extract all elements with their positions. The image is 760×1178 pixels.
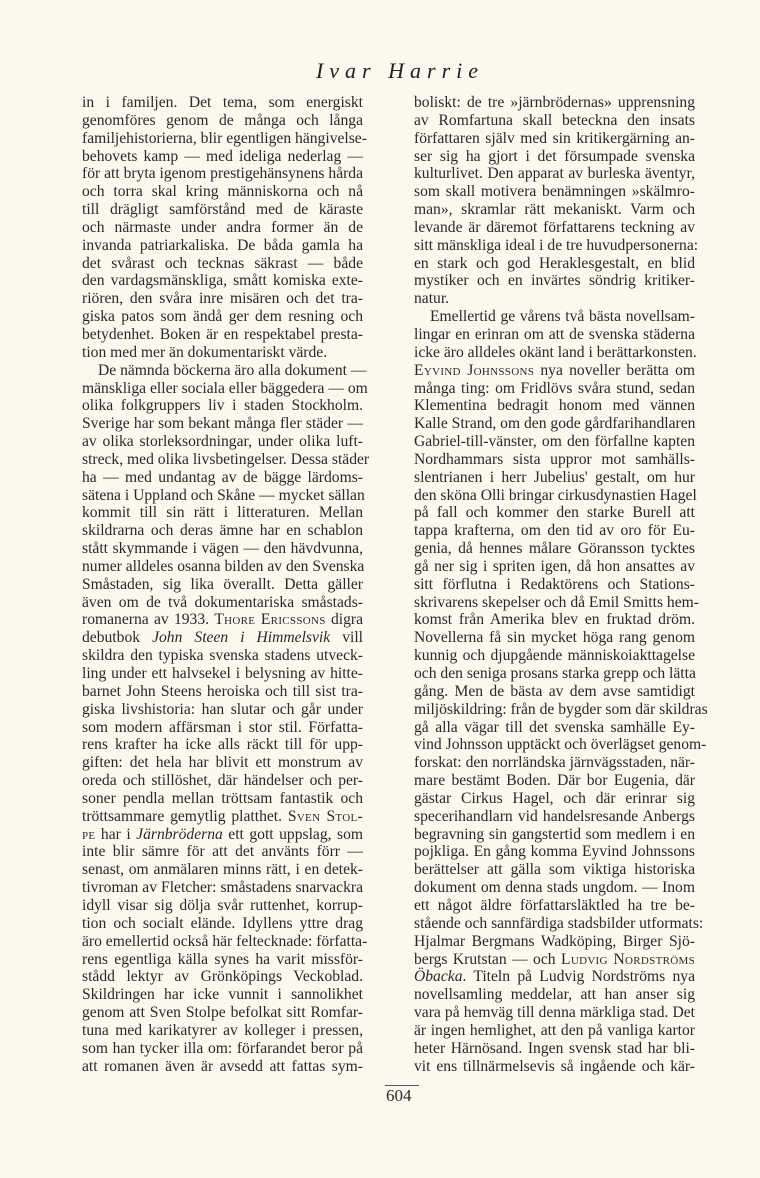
text-line [414,986,695,1004]
text-line [82,237,363,255]
text-line [82,772,363,790]
text-segment: kunnig och djupgående människoiakttagelse [414,647,695,665]
text-line [414,130,695,148]
text-line [414,754,695,772]
text-segment: Kalle Strand, om den gode gårdfarihandlaren [414,415,696,433]
text-line [82,344,363,362]
text-segment: sitt mänskliga ideal i de tre huvudpersonerna: [414,236,699,254]
text-line [414,344,695,362]
text-line [82,986,363,1004]
text-segment: specerihandlarn vid handelsresande Anbergs [414,807,695,825]
text-line [82,790,363,808]
text-segment: av Romfartuna skall beteckna den insats [414,111,695,129]
text-line [414,826,695,844]
text-line [414,236,699,255]
text-line [82,968,363,986]
text-line [82,165,363,183]
text-line [82,148,363,166]
text-segment: den vardagsmänskliga, smått komiska exte- [82,272,363,290]
text-segment: oreda och stillöshet, där händelser och per- [82,772,363,790]
text-segment: äro emellertid också här feltecknade: författa- [82,932,368,950]
text-segment: begravning sin gangstertid som medlem i en [414,825,695,843]
text-line [414,1040,695,1058]
text-segment: novellsamling meddelar, att han anser sig [414,986,695,1004]
text-line [414,719,695,737]
author-name-smallcaps: pe [82,825,96,843]
text-segment: numer alldeles osanna bilden av den Svenska [82,557,365,575]
text-segment: komst från Amerika blev en fruktad dröm. [414,611,695,629]
text-segment: vara på hemväg till denna märkliga stad. Det [414,1004,695,1022]
text-line [82,647,363,665]
text-segment: levande är däremot författarens teckning av [414,218,695,236]
text-line [82,433,363,451]
text-line [82,504,363,522]
text-line [414,522,695,540]
text-segment: genia, då hennes målare Göransson tycktes [414,540,695,558]
text-segment: att romanen även är avsedd att fattas sym- [82,1057,363,1075]
text-line [414,326,695,344]
text-line [414,808,695,826]
text-segment: för att bryta igenom prestigehänsynens hårda [82,165,364,183]
text-line [414,700,708,719]
text-line [82,290,363,308]
text-segment: sitt förflutna i Redaktörens och Stations- [414,575,695,593]
text-segment: och den seniga prosans starka grepp och lätta [414,665,696,682]
text-line [82,754,363,772]
text-line [414,415,695,433]
text-line [82,951,363,969]
text-line [414,933,695,951]
text-column-left [82,94,370,1075]
text-line [414,487,695,505]
text-segment: romanerna av 1933. [82,611,215,629]
text-segment: av olika storleksordningar, under olika luft- [82,433,363,451]
text-line [414,451,695,469]
text-segment: bergs Krutstan — och [414,950,561,968]
text-segment: på fall och kommer den starke Burell att [414,504,695,522]
text-line [82,665,363,683]
text-line [414,469,695,487]
text-segment: Emellertid ge vårens två bästa novellsam- [430,308,695,326]
text-line [82,379,368,398]
text-segment: mystiker och en invärtes söndrig kritiker- [414,272,695,290]
text-line [414,380,695,398]
text-segment: ser sig ha gjort i det försumpade svenska [414,147,695,165]
text-line [414,255,695,273]
book-title-italic: Öbacka [414,968,463,986]
text-segment: stådd lektyr av Grönköpings Veckoblad. [82,968,363,986]
book-title-italic: Järnbröderna [136,825,223,843]
text-segment: . Titeln på Ludvig Nordströms nya [462,968,695,986]
text-line [82,272,363,290]
text-segment: De nämnda böckerna äro alla dokument — [98,361,367,379]
text-segment: som skall motivera benämningen »skälmro- [414,183,695,201]
text-segment: skildra den typiska svenska stadens utveck- [82,647,363,665]
text-segment: vind Johnsson upptäckt och överlägset genom- [414,736,707,754]
author-name-smallcaps: Ludvig Nordströms [561,950,695,968]
text-line [414,183,695,201]
text-segment: tröttsammare gemytlig platthet. [82,807,288,825]
text-segment: vill [330,629,363,647]
text-segment: slentrianen i herr Jubelius' gestalt, om hur [414,468,695,486]
text-segment: den sköna Olli bringar cirkusdynastien Hagel [414,486,697,504]
text-column-right [414,94,708,1075]
text-segment: genom att Sven Stolpe befolkat sitt Romfar- [82,1004,363,1022]
text-segment: inte blir sämre för att det använts förr — [82,843,363,861]
text-segment: soner pendla mellan tröttsam fantastik och [82,789,363,807]
text-line [82,1004,363,1022]
text-segment: man», skramlar rätt mekaniskt. Varm och [414,201,695,219]
text-segment: ha — med undantag av de bägge lärdoms- [82,468,363,486]
text-line [414,647,695,665]
text-line [82,558,363,576]
text-segment: gå ner sig i spriten igen, då hon ansattes av [414,557,695,575]
text-line [414,165,695,183]
text-line [414,362,695,380]
text-segment: kommit till sin rätt i litteraturen. Mellan [82,504,363,522]
text-line [82,932,368,951]
text-line [82,629,363,647]
text-line [414,593,699,612]
text-segment: ett något äldre författarsläktled ha tre be- [414,896,695,914]
text-line [82,683,363,701]
text-segment: pojkliga. En gång komma Eyvind Johnssons [414,843,695,861]
text-segment: olika folkgruppers liv i staden Stockholm. [82,397,363,415]
text-segment: barnet John Steens heroiska och till sist tra- [82,682,363,700]
text-line [82,915,363,933]
text-line [82,415,363,433]
text-segment: lingar en erinran om att de svenska städerna [414,325,695,343]
text-line [414,94,695,112]
text-line [82,879,363,897]
text-segment: in i familjen. Det tema, som energiskt [82,94,363,111]
text-line [414,951,695,969]
text-segment: senast, om anmälaren minns rätt, i en detek- [82,861,363,879]
text-line [82,736,363,754]
text-line [82,487,363,505]
text-line [82,183,363,201]
text-line [414,736,707,754]
text-line [414,1004,695,1022]
text-line [82,576,363,594]
text-line [82,94,363,112]
text-line [414,558,695,576]
text-line [414,576,695,594]
text-line [414,1058,695,1076]
text-segment: giska patos som ändå ger dem resning och [82,308,363,326]
text-line [82,255,363,273]
text-line [414,665,695,683]
text-segment: berättelser att gälla som viktiga historiska [414,861,695,879]
text-segment: många ting: om Fridlövs svåra stund, sedan [414,379,695,397]
text-line [82,112,363,130]
text-line [82,826,363,844]
text-segment: tivroman av Fletcher: småstadens snarvackra [82,879,363,897]
text-segment: skildrarna och deras ämne har en schablon [82,522,363,540]
text-line [414,397,695,415]
text-segment: Klementina bedragit honom med vännen [414,397,695,415]
text-segment: Småstaden, sig lika överallt. Detta gäller [82,575,363,593]
author-name-smallcaps: Sven Stol- [287,807,363,825]
text-line [414,611,695,629]
text-segment: Sverige har som bekant många fler städer — [82,415,363,433]
text-line [82,861,363,879]
text-segment: mare bestämt Boden. Där bor Eugenia, där [414,772,695,790]
text-line [414,308,695,326]
text-line [414,112,695,130]
author-name-smallcaps: Thore Ericssons [214,611,326,629]
text-segment: sätena i Uppland och Skåne — mycket sällan [82,486,365,504]
text-line [414,968,695,986]
text-segment: det svårast och tecknas säkrast — både [82,254,363,272]
text-line [414,843,695,861]
text-segment: till drägligt samförstånd med de käraste [82,201,363,219]
text-segment: dokument om denna stads ungdom. — Inom [414,879,695,897]
text-line [414,433,695,451]
text-line [82,594,363,612]
author-name-smallcaps: Eyvind Johnssons [414,361,535,379]
text-segment: tion och socialt elände. Idyllens yttre drag [82,914,363,932]
text-segment: och torra skal kring människorna och nå [82,183,363,201]
text-segment: giften: det hela har blivit ett monstrum av [82,754,363,772]
text-line [414,879,695,897]
text-line [82,719,363,737]
text-segment: även om de två dokumentariska småstads- [82,593,363,611]
text-segment: Hjalmar Bergmans Wadköping, Birger Sjö- [414,932,695,950]
text-segment: som han tycker illa om: förfarandet beror på [82,1039,363,1057]
text-line [82,219,363,237]
text-segment: debutbok [82,629,153,647]
text-segment: genomföres genom de många och långa [82,111,363,129]
text-line [414,914,704,933]
page-number: 604 [386,1086,412,1105]
text-segment: miljöskildring: från de bygder som där skildras [414,700,708,718]
text-segment: boliskt: de tre »järnbrödernas» upprensning [414,94,695,111]
text-segment: digra [325,611,363,629]
text-line [414,148,695,166]
text-line [82,397,363,415]
text-segment: giska livshistoria: han slutar och går under [82,700,363,718]
text-segment: invanda patriarkaliska. De båda gamla ha [82,236,363,254]
text-segment: gästar Cirkus Hagel, och där erinrar sig [414,789,695,807]
text-segment: Novellerna få sin mycket höga rang genom [414,629,695,647]
text-line [414,201,695,219]
text-segment: Nordhammars sista uppror mot samhälls- [414,450,695,468]
text-line [82,469,363,487]
text-line [82,201,363,219]
text-segment: en stark och god Heraklesgestalt, en blid [414,254,695,272]
text-line [414,790,695,808]
text-segment: skrivarens skepelser och då Emil Smitts hem- [414,593,699,611]
text-segment: icke äro alldeles okänt land i berättarkonsten. [414,343,697,361]
text-segment: mänskliga eller sociala eller bäggedera — om [82,379,368,397]
text-line [414,629,695,647]
text-segment: heter Härnösand. Ingen svensk stad har bli- [414,1039,695,1057]
text-line [82,611,363,629]
text-line [414,272,695,290]
text-segment: ling under ett halvsekel i belysning av hitte- [82,665,363,682]
text-segment: som modern affärsman i stor stil. Författa- [82,718,363,736]
text-line [414,772,695,790]
text-line [414,540,695,558]
text-segment: ett gott uppslag, som [222,825,363,843]
text-line [82,1022,363,1040]
text-line [414,1022,695,1040]
book-title-italic: John Steen i Himmelsvik [152,629,331,647]
text-line [82,361,367,380]
text-segment: behovets kamp — med ideliga nederlag — [82,147,363,165]
text-segment: rens krafter ha icke alls räckt till för upp- [82,736,363,754]
text-line [414,504,695,522]
text-line [82,1058,363,1076]
text-segment: idyll visar sig dölja svår ruttenhet, korrup- [82,896,363,914]
text-line [414,219,695,237]
text-segment: är ingen hemlighet, att den på vanliga kartor [414,1021,695,1039]
text-line [82,843,363,861]
text-segment: stående och sannfärdiga stadsbilder utformats: [414,914,704,932]
text-segment: forskat: den norrländska järnvägsstaden, när- [414,754,695,772]
text-segment: tuna med karikatyrer av kolleger i pressen, [82,1021,363,1039]
text-line [82,897,363,915]
text-segment: nya noveller berätta om [534,361,695,379]
text-segment: gå alla vägar till det svenska samhälle Ey- [414,718,695,736]
text-segment: Gabriel-till-vänster, om den förfallne kapten [414,433,695,451]
text-segment: vit ens tillnärmelsevis så ingående och kär- [414,1057,695,1075]
text-segment: och närmaste under andra former än de [82,218,363,236]
text-line [82,450,370,469]
text-line [82,540,363,558]
text-segment: stått skymmande i vägen — den hävdvunna, [82,540,363,558]
text-segment: natur. [414,290,450,308]
text-line [414,861,695,879]
text-line [82,1040,363,1058]
text-segment: kulturlivet. Den apparat av burleska äventyr, [414,165,695,183]
text-line [82,522,363,540]
text-line [82,701,363,719]
text-segment: betydenhet. Boken är en respektabel presta- [82,325,363,343]
text-line [414,683,695,701]
text-segment: streck, med olika livsbetingelser. Dessa städer [82,450,370,468]
text-segment: riören, den svåra inre misären och det tra- [82,290,363,308]
running-title: Ivar Harrie [315,58,485,83]
text-line [82,129,367,148]
text-segment: Skildringen har icke vunnit i sannolikhet [82,986,363,1004]
text-line [82,308,363,326]
text-line [414,290,695,308]
text-line [414,897,695,915]
text-line [82,326,363,344]
text-segment: rens egentliga källa synes ha varit missför- [82,950,363,968]
text-segment: gång. Men de bästa av dem avse samtidigt [414,682,695,700]
text-segment: tion med mer än dokumentariskt värde. [82,343,328,361]
text-line [82,808,363,826]
text-segment: författaren själv med sin kritikergärning an- [414,129,695,147]
text-segment: har i [95,825,137,843]
text-segment: familjehistorierna, blir egentligen hängivelse- [82,129,367,147]
text-segment: tappa krafterna, om den tid av oro för Eu- [414,522,695,540]
